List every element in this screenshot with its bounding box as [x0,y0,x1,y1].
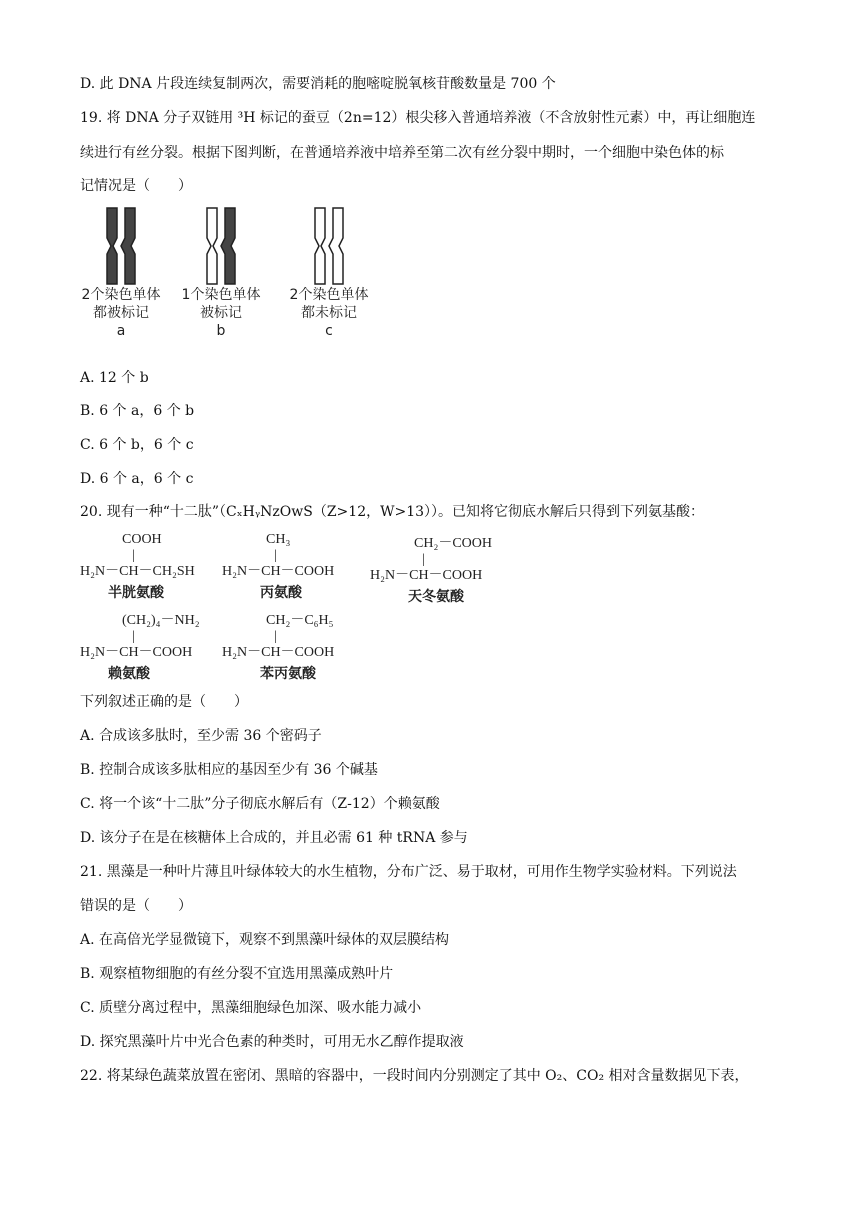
chromosome-c-icon [309,206,349,286]
amino-acid-lysine [80,613,200,683]
alanine-side-chain: CH₃ [266,532,291,547]
q21-stem-1: 21. 黑藻是一种叶片薄且叶绿体较大的水生植物，分布广泛、易于取材，可用作生物学实验材料。下列说法 [80,864,737,880]
q19-stem-1: 19. 将 DNA 分子双链用 ³H 标记的蚕豆（2n=12）根尖移入普通培养液（不含放射性元素）中，再让细胞连 [80,110,756,126]
q21-stem-2: 错误的是（ ） [80,898,192,914]
cysteine-side-chain: COOH [122,532,162,547]
q20-option-b: B. 控制合成该多肽相应的基因至少有 36 个碱基 [80,762,378,778]
chromosome-a-letter: a [116,323,126,339]
q20-stem: 20. 现有一种“十二肽”（CₓHᵧNzOwS（Z>12，W>13））。已知将它彻底水解后只得到下列氨基酸： [80,504,705,520]
lysine-formula: H₂N－CH－COOH [80,645,193,660]
chromosome-b [176,206,266,340]
q20-option-a: A. 合成该多肽时，至少需 36 个密码子 [80,728,322,744]
chromosome-c-letter: c [325,323,333,339]
alanine-formula: H₂N－CH－COOH [222,564,335,579]
amino-acid-aspartate [370,536,492,606]
chromosome-c-caption-1: 2个染色单体 [289,287,369,303]
chromosome-a-icon [101,206,141,286]
phenylalanine-side-chain: CH₂－C₆H₅ [266,613,334,628]
q19-stem-3: 记情况是（ ） [80,178,192,194]
amino-acid-alanine [222,532,334,602]
chromosome-a-caption-2: 都被标记 [93,305,149,321]
aspartate-side-chain: CH₂－COOH [414,536,492,551]
chromosome-b-caption-2: 被标记 [200,305,242,321]
q19-option-d: D. 6 个 a，6 个 c [80,471,194,487]
aspartate-bond: | [422,552,425,567]
chromosome-c-caption-2: 都未标记 [301,305,357,321]
q18-option-d: D. 此 DNA 片段连续复制两次，需要消耗的胞嘧啶脱氧核苷酸数量是 700 个 [80,76,556,92]
chromosome-b-caption-1: 1个染色单体 [181,287,261,303]
q19-option-a: A. 12 个 b [80,370,149,386]
lysine-side-chain: (CH₂)₄－NH₂ [122,613,200,628]
q21-option-a: A. 在高倍光学显微镜下，观察不到黑藻叶绿体的双层膜结构 [80,932,450,948]
chromosome-b-icon [201,206,241,286]
q19-option-b: B. 6 个 a，6 个 b [80,403,195,419]
phenylalanine-formula: H₂N－CH－COOH [222,645,335,660]
q19-stem-2: 续进行有丝分裂。根据下图判断，在普通培养液中培养至第二次有丝分裂中期时，一个细胞中染色体的标 [80,145,724,161]
amino-acid-cysteine [80,532,195,602]
aspartate-name: 天冬氨酸 [408,589,464,605]
cysteine-bond: | [132,548,135,563]
cysteine-formula: H₂N－CH－CH₂SH [80,564,195,579]
lysine-bond: | [132,629,135,644]
alanine-name: 丙氨酸 [260,585,302,601]
chromosome-b-letter: b [216,323,226,339]
chromosome-c [284,206,374,340]
q19-option-c: C. 6 个 b，6 个 c [80,437,194,453]
q20-option-c: C. 将一个该“十二肽”分子彻底水解后有（Z-12）个赖氨酸 [80,796,440,812]
q21-option-b: B. 观察植物细胞的有丝分裂不宜选用黑藻成熟叶片 [80,966,394,982]
aspartate-formula: H₂N－CH－COOH [370,568,483,583]
q21-option-c: C. 质壁分离过程中，黑藻细胞绿色加深、吸水能力减小 [80,1000,422,1016]
alanine-bond: | [274,548,277,563]
q20-question: 下列叙述正确的是（ ） [80,694,248,710]
q20-option-d: D. 该分子在是在核糖体上合成的，并且必需 61 种 tRNA 参与 [80,830,468,846]
chromosome-figure [76,206,376,356]
q21-option-d: D. 探究黑藻叶片中光合色素的种类时，可用无水乙醇作提取液 [80,1034,464,1050]
phenylalanine-bond: | [274,629,277,644]
chromosome-a [76,206,166,340]
phenylalanine-name: 苯丙氨酸 [260,666,316,682]
amino-acid-phenylalanine [222,613,334,683]
q22-stem: 22. 将某绿色蔬菜放置在密闭、黑暗的容器中，一段时间内分别测定了其中 O₂、CO₂ 相对含量数据见下表， [80,1068,749,1084]
cysteine-name: 半胱氨酸 [108,585,164,601]
lysine-name: 赖氨酸 [108,666,150,682]
chromosome-a-caption-1: 2个染色单体 [81,287,161,303]
